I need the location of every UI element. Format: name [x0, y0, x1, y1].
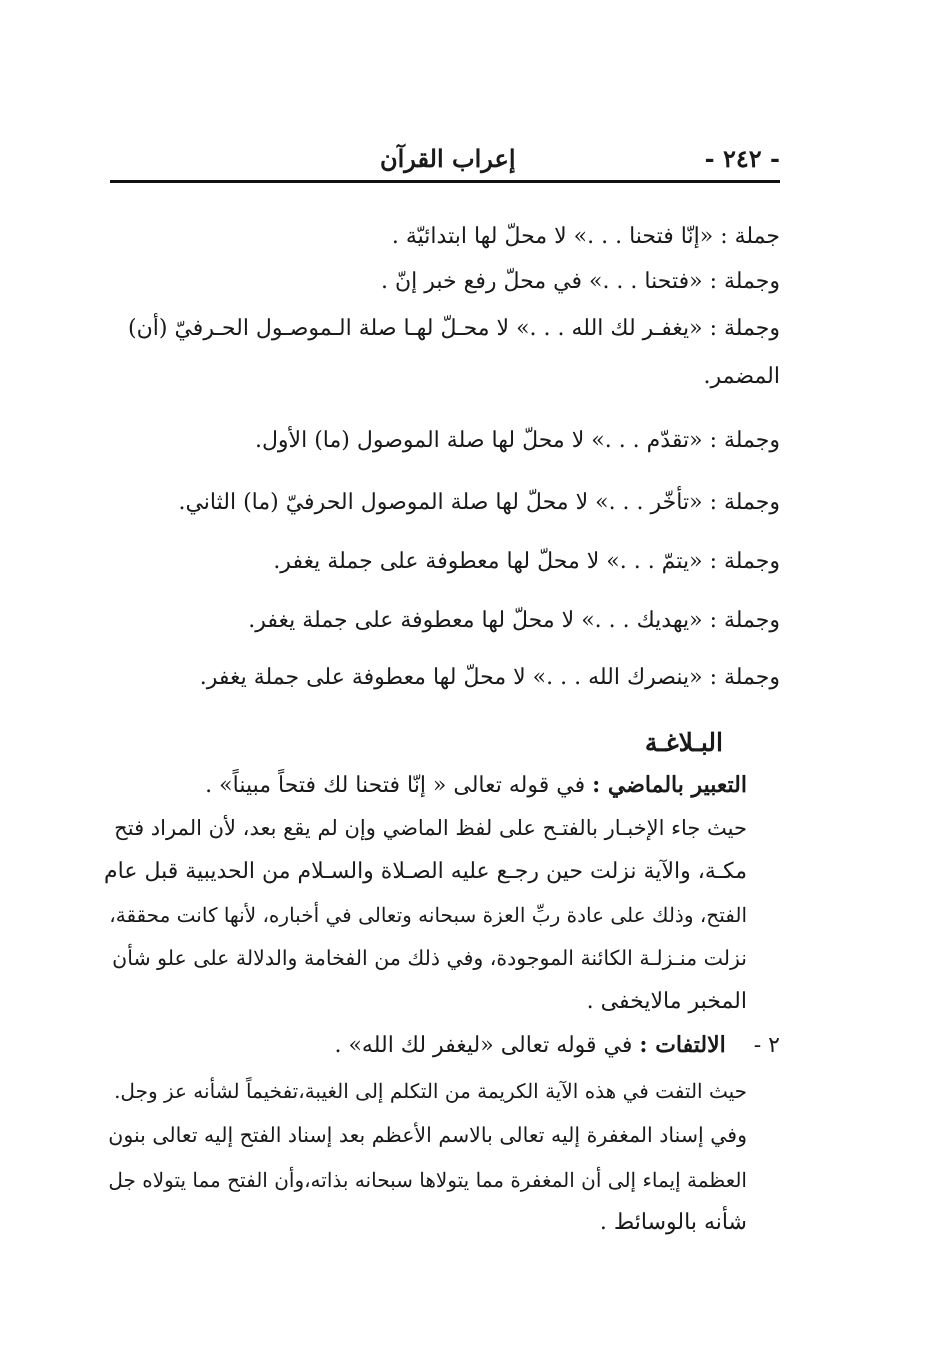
parsing-line: [381, 267, 780, 297]
running-title: إعراب القرآن: [380, 143, 516, 173]
item-number: ٢ -: [753, 1033, 780, 1058]
header-rule: [110, 180, 780, 183]
line-lead: وجملة :: [709, 549, 780, 574]
line-lead: وجملة :: [709, 490, 780, 515]
page-header: [110, 138, 780, 178]
body-line: حيث جاء الإخبـار بالفتـح على لفظ الماضي وإن لم يقع بعد، لأن المراد فتح: [114, 816, 747, 840]
line-text: المضمر.: [703, 364, 780, 389]
parsing-line-continuation: [704, 362, 780, 392]
line-text: «يغفـر لك الله . . .» لا محـلّ لهـا صلة الـموصـول الحـرفيّ (أن): [128, 316, 703, 341]
body-line: حيث التفت في هذه الآية الكريمة من التكلم إلى الغيبة،تفخيماً لشأنه عز وجل.: [114, 1079, 747, 1103]
line-lead: وجملة :: [709, 316, 780, 341]
body-line: شأنه بالوسائط .: [599, 1210, 747, 1235]
line-lead: وجملة :: [709, 269, 780, 294]
parsing-line: [178, 488, 780, 518]
body-line: نزلت منـزلـة الكائنة الموجودة، وفي ذلك من الفخامة والدلالة على علو شأن: [112, 946, 747, 970]
parsing-line: [273, 547, 780, 577]
line-text: «إنّا فتحنا . . .» لا محلّ لها ابتدائيّة .: [391, 224, 714, 249]
line-text: «فتحنا . . .» في محلّ رفع خبر إنّ .: [381, 269, 703, 294]
line-text: «تأخّر . . .» لا محلّ لها صلة الموصول الحرفيّ (ما) الثاني.: [178, 490, 703, 515]
line-lead: جملة :: [720, 224, 780, 249]
item-term: التعبير بالماضي :: [592, 772, 747, 798]
item-title: [205, 770, 747, 801]
line-text: «تقدّم . . .» لا محلّ لها صلة الموصول (ما) الأول.: [254, 428, 703, 453]
item-intro: في قوله تعالى « إنّا فتحنا لك فتحاً مبيناً» .: [205, 773, 586, 798]
line-lead: وجملة :: [709, 665, 780, 690]
line-lead: وجملة :: [709, 608, 780, 633]
line-text: «يتمّ . . .» لا محلّ لها معطوفة على جملة يغفر.: [273, 549, 703, 574]
parsing-line: [248, 606, 780, 636]
page-number: - ٢٤٢ -: [704, 143, 780, 173]
body-line: الفتح، وذلك على عادة ربِّ العزة سبحانه وتعالى في أخباره، لأنها كانت محققة،: [109, 903, 747, 927]
parsing-line: [128, 314, 780, 344]
parsing-line: [255, 426, 780, 456]
body-line: مكـة، والآية نزلت حين رجـع عليه الصـلاة والسـلام من الحديبية قبل عام: [104, 859, 747, 884]
body-line: العظمة إيماء إلى أن المغفرة مما يتولاها سبحانه بذاته،وأن الفتح مما يتولاه جل: [108, 1168, 747, 1192]
line-text: «يهديك . . .» لا محلّ لها معطوفة على جملة يغفر.: [248, 608, 703, 633]
body-line: المخبر مالايخفى .: [586, 989, 747, 1014]
item-title: [334, 1030, 780, 1061]
section-heading: البـلاغـة: [644, 728, 723, 757]
body-line: وفي إسناد المغفرة إليه تعالى بالاسم الأعظم بعد إسناد الفتح إليه تعالى بنون: [108, 1123, 747, 1147]
item-term: الالتفات :: [639, 1032, 726, 1058]
line-lead: وجملة :: [709, 428, 780, 453]
parsing-line: [392, 222, 780, 252]
item-intro: في قوله تعالى «ليغفر لك الله» .: [334, 1033, 633, 1058]
line-text: «ينصرك الله . . .» لا محلّ لها معطوفة على جملة يغفر.: [199, 665, 703, 690]
parsing-line: [200, 663, 780, 693]
